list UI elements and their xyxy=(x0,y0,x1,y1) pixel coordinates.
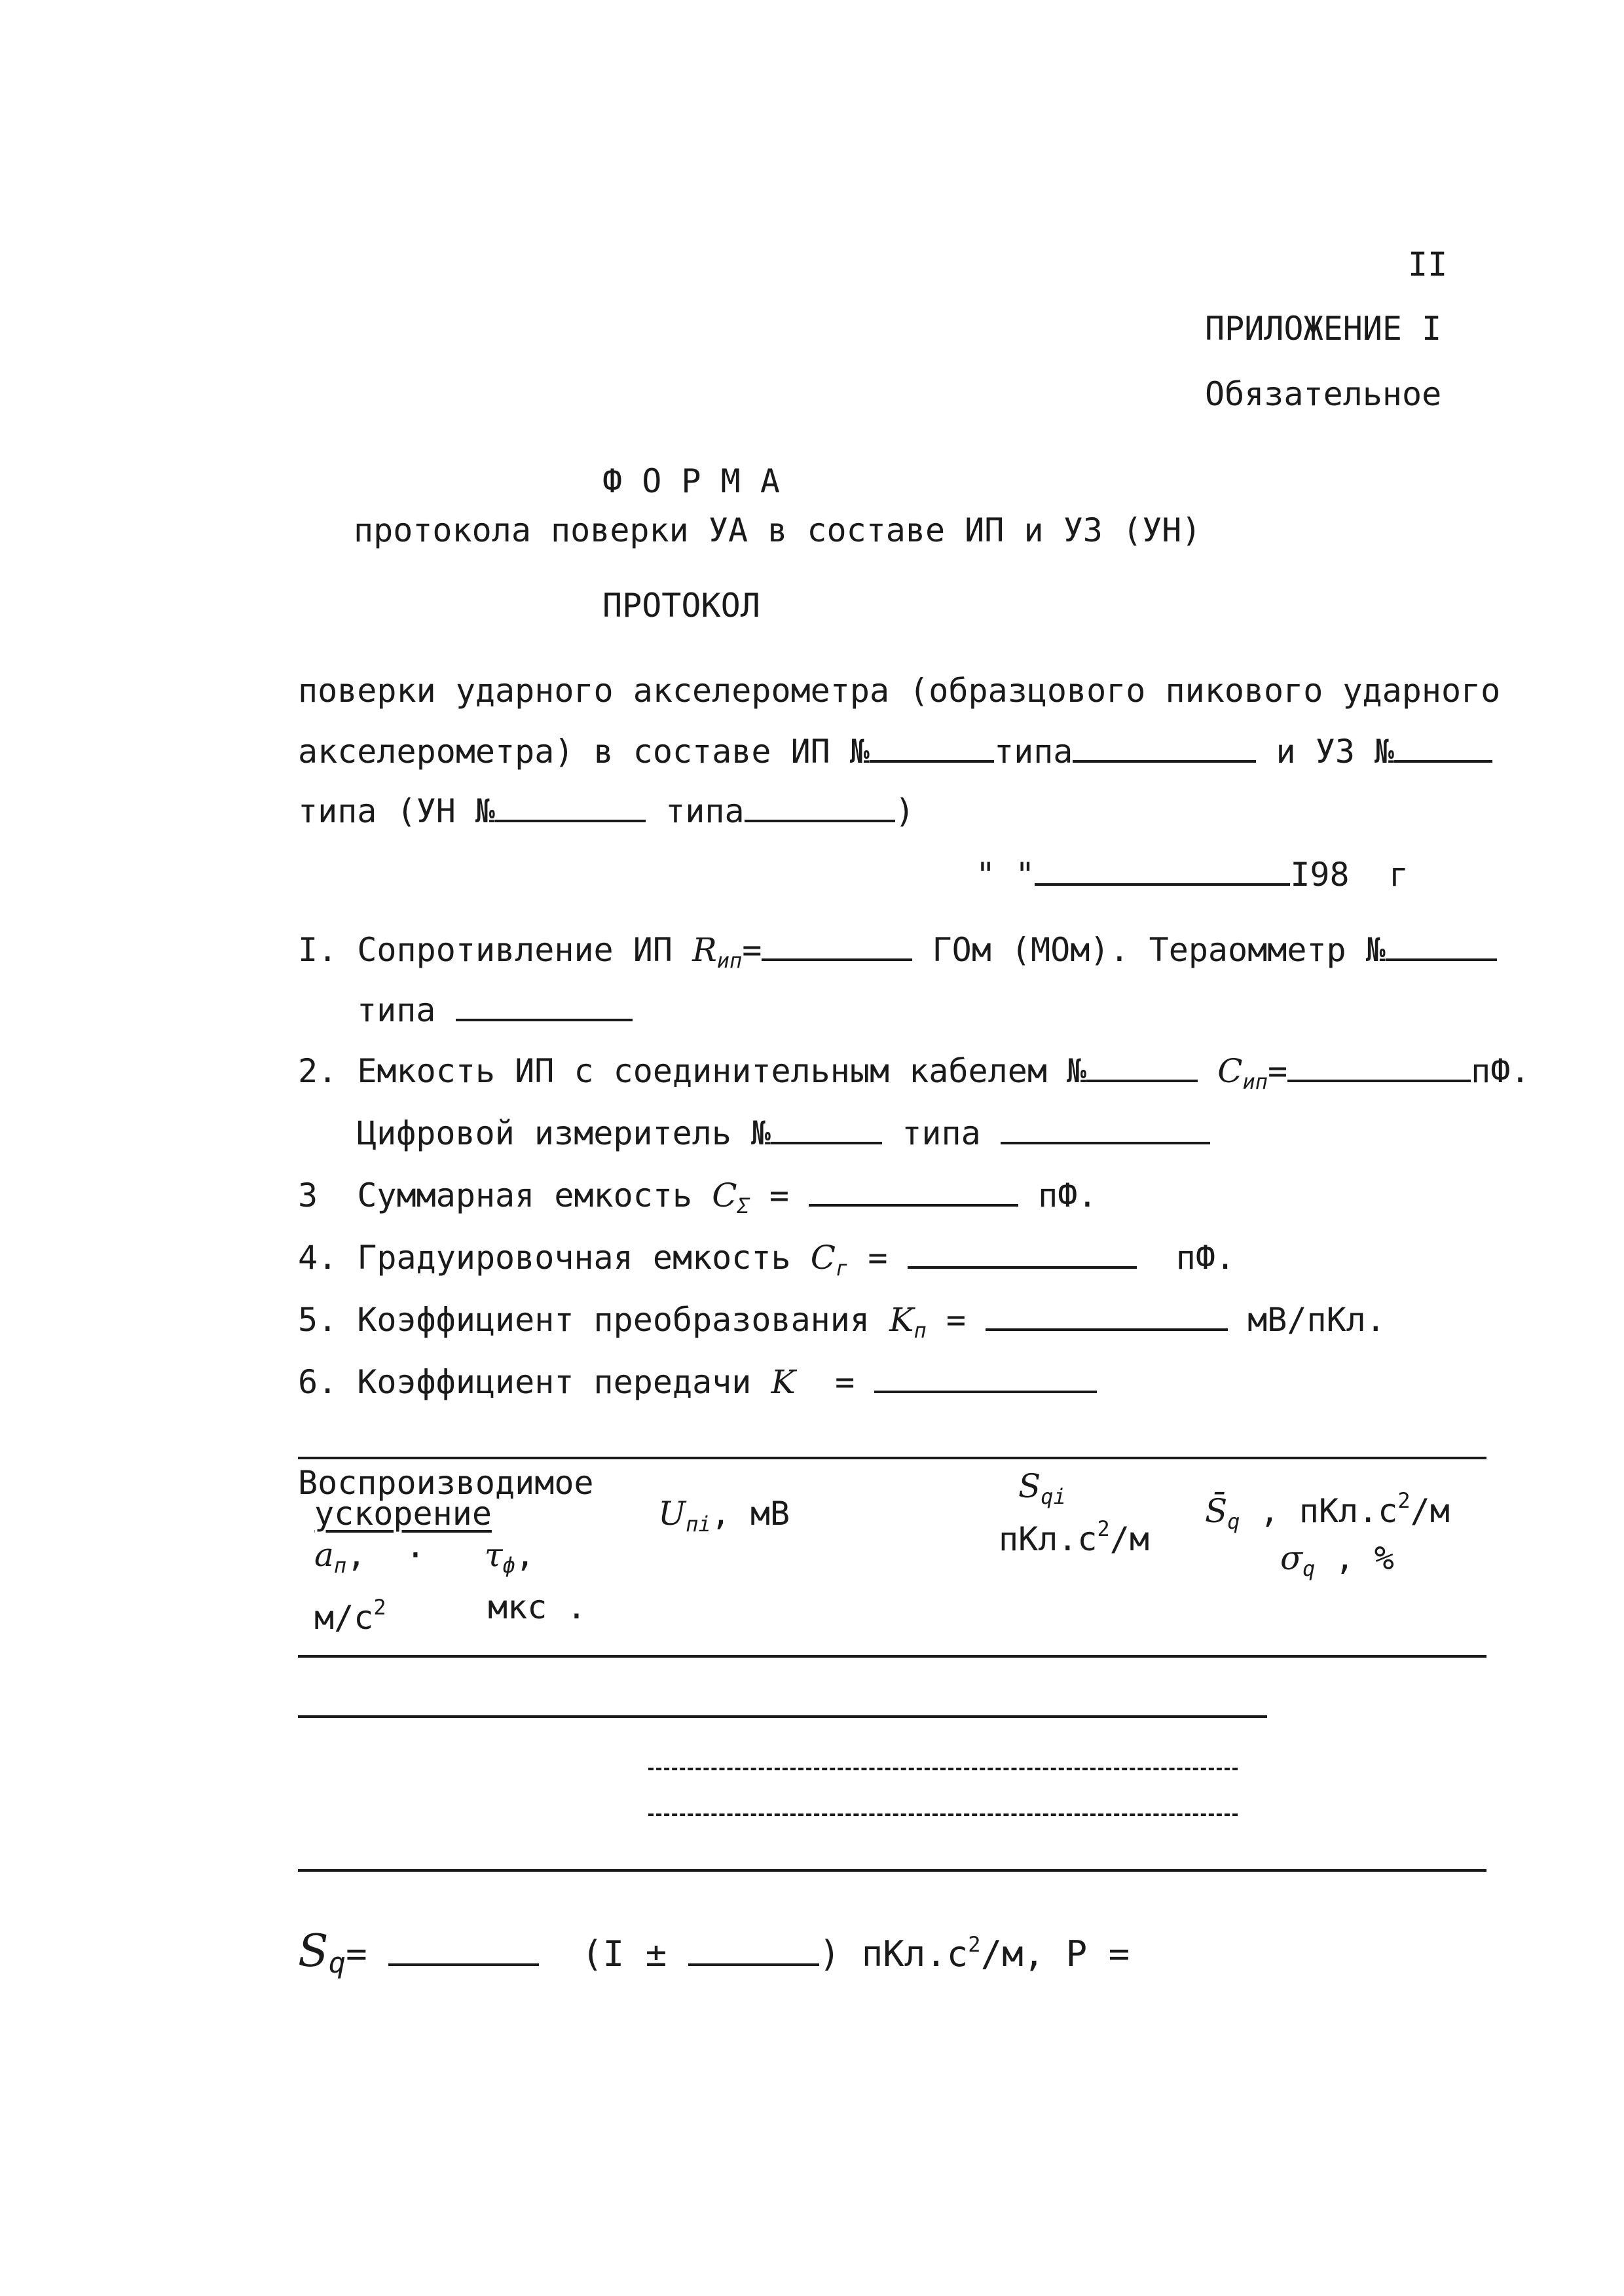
item-5: 5. Коэффициент преобразования $K_п = мВ/пКл$. xyxy=(298,1301,1386,1343)
appendix-label: ПРИЛОЖЕНИЕ I xyxy=(1205,310,1442,348)
col-sensitivity-unit: $пКл.с^2/м$ xyxy=(999,1516,1149,1558)
col-acceleration-header: Воспроизводимое xyxy=(298,1464,594,1502)
protocol-title: ПРОТОКОЛ xyxy=(602,587,760,625)
item-2: 2. Емкость ИП с соединительным кабелем № $C_{ип}=$ пФ. xyxy=(298,1052,1530,1094)
date-blank[interactable] xyxy=(1035,854,1290,886)
item-2-line-2: Цифровой измеритель № типа xyxy=(357,1113,1210,1153)
uz-number-blank[interactable] xyxy=(1394,731,1492,763)
item-1: I. Сопротивление ИП $R_{ип}=$ ГОм (МОм). Тераомметр № xyxy=(298,930,1497,980)
calibration-capacitance-blank[interactable] xyxy=(908,1237,1137,1269)
conversion-coefficient-blank[interactable] xyxy=(986,1300,1228,1331)
result-value-blank[interactable] xyxy=(388,1935,539,1966)
col-voltage-header: $U_{пi}$, мВ xyxy=(658,1495,790,1537)
cable-number-blank[interactable] xyxy=(1086,1051,1198,1082)
resistance-blank[interactable] xyxy=(762,930,912,961)
col-deviation-header: $\sigma_q$ , % xyxy=(1280,1539,1394,1581)
table-row-rule-1 xyxy=(298,1715,1267,1718)
total-capacitance-blank[interactable] xyxy=(809,1175,1018,1207)
transfer-coefficient-blank[interactable] xyxy=(874,1362,1097,1393)
item-3: 3 Суммарная емкость $C_\Sigma$ = пФ. xyxy=(298,1176,1098,1218)
result-line: $S_q=$ (I ± ) $пКл.с^2/м$, Р = xyxy=(298,1925,1130,1980)
digital-meter-type-blank[interactable] xyxy=(1001,1113,1210,1144)
intro-line-2: акселерометра) в составе ИП № типа и УЗ № xyxy=(298,731,1492,771)
teraohmmeter-type-blank[interactable] xyxy=(456,990,633,1021)
date-line: " " I98 г xyxy=(976,856,1409,894)
item-1-line-2: типа xyxy=(357,990,633,1030)
page-number: II xyxy=(1408,246,1448,283)
ip-number-blank[interactable] xyxy=(870,731,994,763)
digital-meter-number-blank[interactable] xyxy=(771,1113,882,1144)
result-uncertainty-blank[interactable] xyxy=(688,1935,819,1966)
table-top-rule xyxy=(298,1457,1486,1459)
form-subtitle: протокола поверки УА в составе ИП и УЗ (УН) xyxy=(354,511,1202,549)
col-acceleration-symbols: $a_п$, · $\tau_ф$, xyxy=(314,1536,535,1578)
table-row-rule-2 xyxy=(648,1768,1238,1770)
table-bottom-rule xyxy=(298,1869,1486,1872)
teraohmmeter-number-blank[interactable] xyxy=(1386,930,1497,961)
item-4: 4. Градуировочная емкость $C_г$ = пФ. xyxy=(298,1239,1236,1281)
intro-line-1: поверки ударного акселерометра (образцового пикового ударного xyxy=(298,672,1501,710)
table-row-rule-3 xyxy=(648,1813,1238,1816)
form-title: Ф О Р М А xyxy=(602,462,780,500)
table-header-rule xyxy=(298,1655,1486,1658)
un-type-blank[interactable] xyxy=(745,791,895,822)
col-sensitivity-header: $S_{qi}$ xyxy=(1018,1467,1066,1509)
ip-type-blank[interactable] xyxy=(1073,731,1256,763)
col-acceleration-subheader: ускорение xyxy=(314,1495,492,1533)
intro-line-3: типа (УН № типа ) xyxy=(298,792,915,830)
col-mean-sensitivity-header: $S̄_q$ , $пКл.с^2/м$ xyxy=(1205,1488,1450,1534)
appendix-status: Обязательное xyxy=(1205,375,1442,413)
capacitance-ip-blank[interactable] xyxy=(1287,1051,1471,1082)
col-acceleration-unit: $м/с^2$ xyxy=(314,1595,386,1637)
item-6: 6. Коэффициент передачи K = xyxy=(298,1362,1097,1402)
col-duration-unit: мкс . xyxy=(488,1588,587,1626)
un-number-blank[interactable] xyxy=(495,791,646,822)
